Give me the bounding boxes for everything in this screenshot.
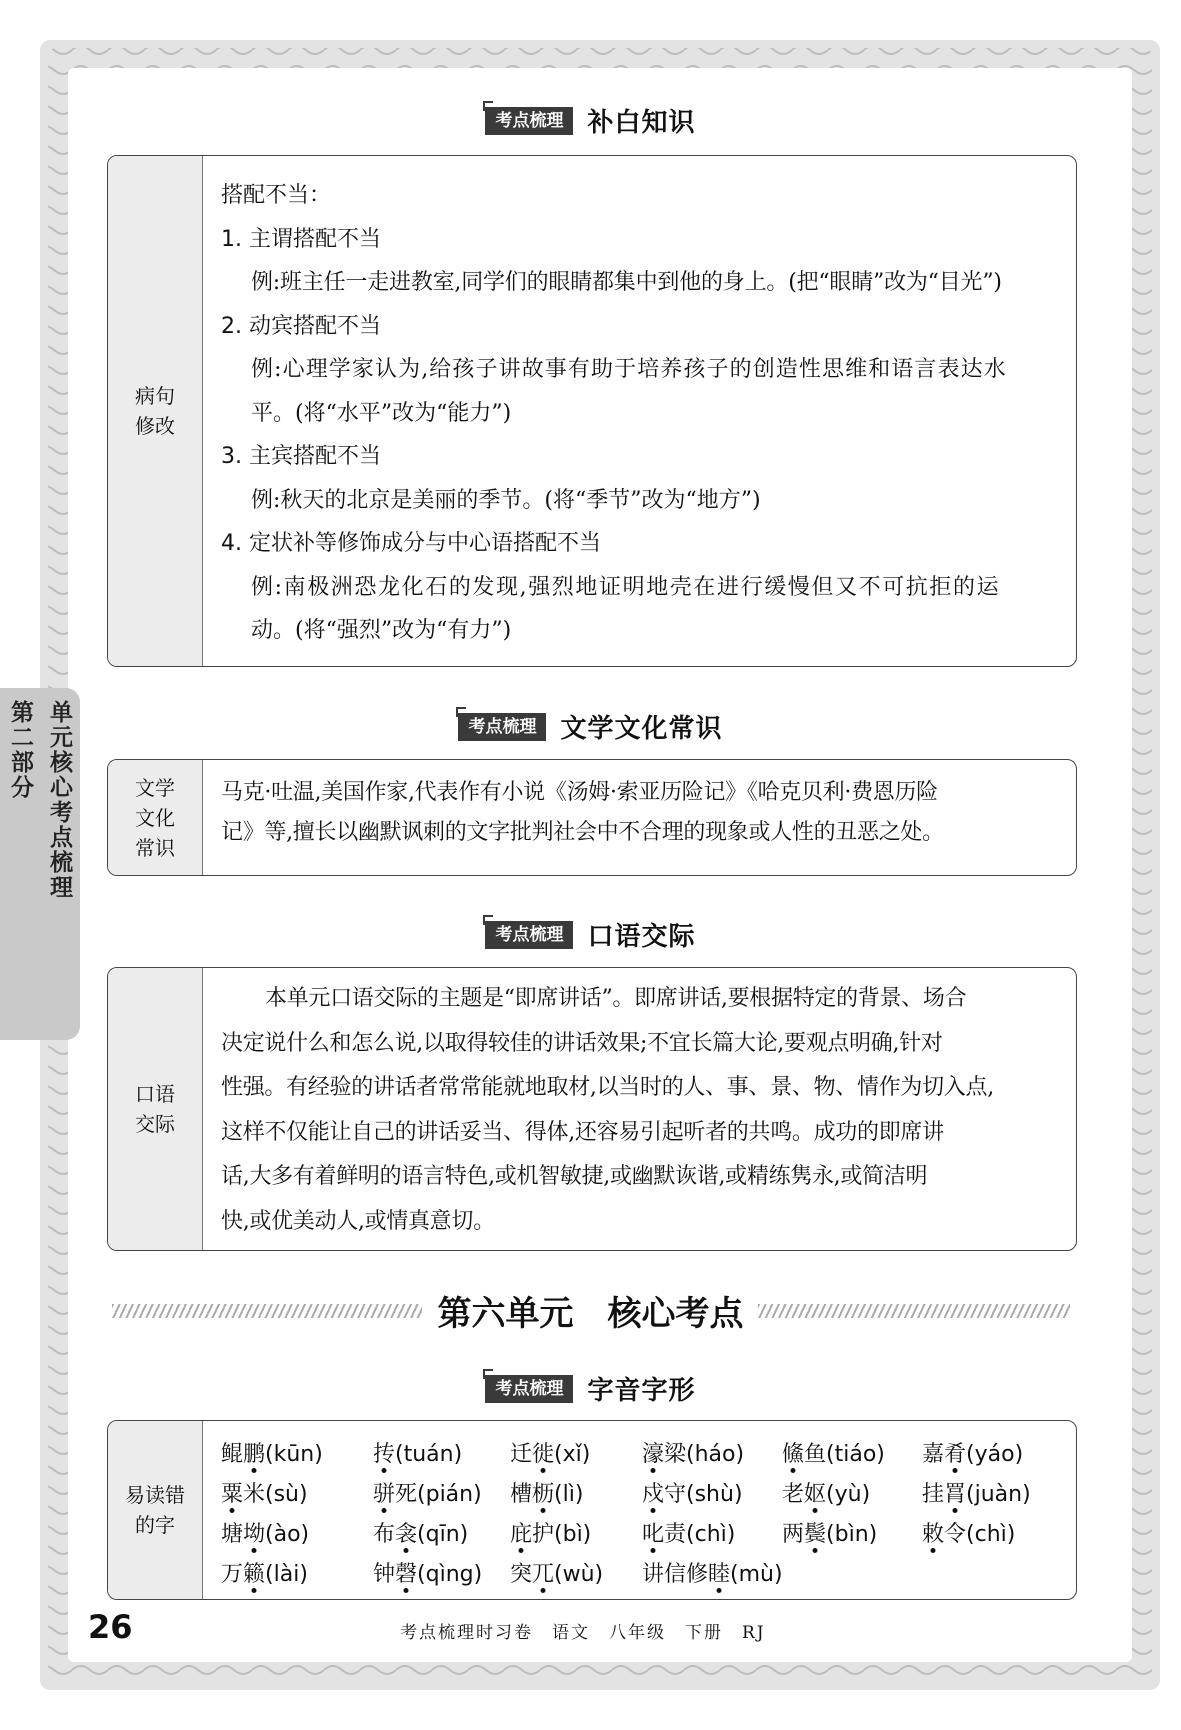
example-text: 例:南极洲恐龙化石的发现,强烈地证明地壳在进行缓慢但又不可抗拒的运 (251, 574, 1001, 600)
emphasis-char: 鬓 (804, 1522, 827, 1547)
emphasis-char: 鯈 (782, 1442, 805, 1467)
word-item: 粟米(sù) (221, 1482, 308, 1507)
intro-text: 搭配不当： (221, 183, 332, 208)
emphasis-char: 濠 (642, 1442, 665, 1467)
heading-tag: 考点梳理 (458, 713, 546, 741)
emphasis-char: 磬 (395, 1562, 418, 1587)
text-line: 记》等,擅长以幽默讽刺的文字批判社会中不合理的现象或人性的丑恶之处。 (221, 820, 944, 845)
side-tab-part: 第二部分 (7, 700, 33, 800)
heading-text: 补白知识 (587, 108, 696, 138)
page-footer (0, 1606, 1181, 1650)
section-heading-pronunciation (0, 1370, 1181, 1410)
unit-title-bar (0, 1284, 1181, 1334)
word-item: 戍守(shù) (642, 1482, 743, 1507)
item-title: 1. 主谓搭配不当 (221, 226, 381, 252)
text-line: 马克·吐温,美国作家,代表作有小说《汤姆·索亚历险记》《哈克贝利·费恩历险 (221, 780, 938, 805)
emphasis-char: 籁 (243, 1562, 266, 1587)
emphasis-char: 庇 (510, 1522, 533, 1547)
box-label: 病句 修改 (108, 156, 203, 666)
emphasis-char: 妪 (804, 1482, 827, 1507)
section-heading-literature (0, 708, 1181, 748)
emphasis-char: 骈 (373, 1482, 396, 1507)
footer-book-info: 考点梳理时习卷 语文 八年级 下册 RJ (400, 1623, 766, 1643)
word-item: 骈死(pián) (373, 1482, 482, 1507)
heading-tag: 考点梳理 (485, 921, 573, 949)
word-item: 槽枥(lì) (510, 1482, 584, 1507)
word-item: 抟(tuán) (373, 1442, 463, 1467)
emphasis-char: 戍 (642, 1482, 665, 1507)
heading-text: 文学文化常识 (560, 714, 723, 744)
emphasis-char: 罥 (944, 1482, 967, 1507)
emphasis-char: 敕 (922, 1522, 945, 1547)
box-content (203, 968, 1076, 1250)
example-text: 动。(将“强烈”改为“有力”) (251, 618, 512, 643)
emphasis-char: 徙 (532, 1442, 555, 1467)
word-item: 突兀(wù) (510, 1562, 604, 1587)
word-grid (203, 1421, 1072, 1599)
item-title: 2. 动宾搭配不当 (221, 313, 381, 339)
heading-text: 口语交际 (587, 922, 696, 952)
sentence-correction-box (107, 155, 1077, 667)
box-content (203, 760, 1076, 875)
text-line: 本单元口语交际的主题是“即席讲话”。即席讲话,要根据特定的背景、场合 (265, 986, 967, 1011)
text-line: 决定说什么和怎么说,以取得较佳的讲话效果;不宜长篇大论,要观点明确,针对 (221, 1030, 943, 1056)
word-item: 嘉肴(yáo) (922, 1442, 1024, 1467)
example-text: 例:心理学家认为,给孩子讲故事有助于培养孩子的创造性思维和语言表达水 (251, 357, 1007, 382)
word-item: 庇护(bì) (510, 1522, 592, 1547)
word-item: 鯈鱼(tiáo) (782, 1442, 885, 1467)
example-text: 平。(将“水平”改为“能力”) (251, 400, 512, 426)
word-item: 鲲鹏(kūn) (221, 1442, 323, 1467)
text-line: 性强。有经验的讲话者常常能就地取材,以当时的人、事、景、物、情作为切入点, (221, 1075, 994, 1100)
emphasis-char: 鹏 (243, 1442, 266, 1467)
example-text: 例:秋天的北京是美丽的季节。(将“季节”改为“地方”) (251, 487, 761, 513)
pronunciation-box (107, 1420, 1077, 1600)
page-number: 26 (88, 1608, 133, 1646)
unit-title: 第六单元 核心考点 (437, 1294, 744, 1334)
word-item: 老妪(yù) (782, 1482, 871, 1507)
oral-communication-box (107, 967, 1077, 1251)
word-item: 两鬓(bìn) (782, 1522, 878, 1547)
box-label: 文学 文化 常识 (108, 760, 203, 875)
heading-text: 字音字形 (587, 1376, 696, 1406)
box-label: 口语 交际 (108, 968, 203, 1250)
emphasis-char: 抟 (373, 1442, 396, 1467)
emphasis-char: 肴 (944, 1442, 967, 1467)
word-item: 濠梁(háo) (642, 1442, 745, 1467)
word-item: 讲信修睦(mù) (642, 1562, 783, 1587)
emphasis-char: 粟 (221, 1482, 244, 1507)
example-text: 例:班主任一走进教室,同学们的眼睛都集中到他的身上。(把“眼睛”改为“目光”) (251, 270, 1002, 295)
word-item: 迁徙(xǐ) (510, 1442, 591, 1467)
word-item: 钟磬(qìng) (373, 1562, 483, 1587)
emphasis-char: 睦 (708, 1562, 731, 1587)
section-heading-oral (0, 916, 1181, 956)
literature-knowledge-box (107, 759, 1077, 876)
word-item: 塘坳(ào) (221, 1522, 310, 1547)
word-item: 布衾(qīn) (373, 1522, 469, 1547)
word-item: 万籁(lài) (221, 1562, 308, 1587)
word-item: 挂罥(juàn) (922, 1482, 1031, 1507)
section-heading-supplement (0, 102, 1181, 142)
heading-tag: 考点梳理 (485, 1375, 573, 1403)
emphasis-char: 衾 (395, 1522, 418, 1547)
emphasis-char: 坳 (243, 1522, 266, 1547)
text-line: 这样不仅能让自己的讲话妥当、得体,还容易引起听者的共鸣。成功的即席讲 (221, 1119, 944, 1145)
item-title: 4. 定状补等修饰成分与中心语搭配不当 (221, 531, 601, 556)
item-title: 3. 主宾搭配不当 (221, 444, 381, 469)
box-label: 易读错 的字 (108, 1421, 203, 1599)
box-content (203, 156, 1076, 666)
emphasis-char: 叱 (642, 1522, 665, 1547)
text-line: 快,或优美动人,或情真意切。 (221, 1208, 495, 1234)
emphasis-char: 枥 (532, 1482, 555, 1507)
word-item: 敕令(chì) (922, 1522, 1016, 1547)
emphasis-char: 兀 (532, 1562, 555, 1587)
heading-tag: 考点梳理 (485, 107, 573, 135)
text-line: 话,大多有着鲜明的语言特色,或机智敏捷,或幽默诙谐,或精练隽永,或简洁明 (221, 1164, 928, 1189)
word-item: 叱责(chì) (642, 1522, 736, 1547)
side-tab-title: 单元核心考点梳理 (46, 700, 72, 900)
